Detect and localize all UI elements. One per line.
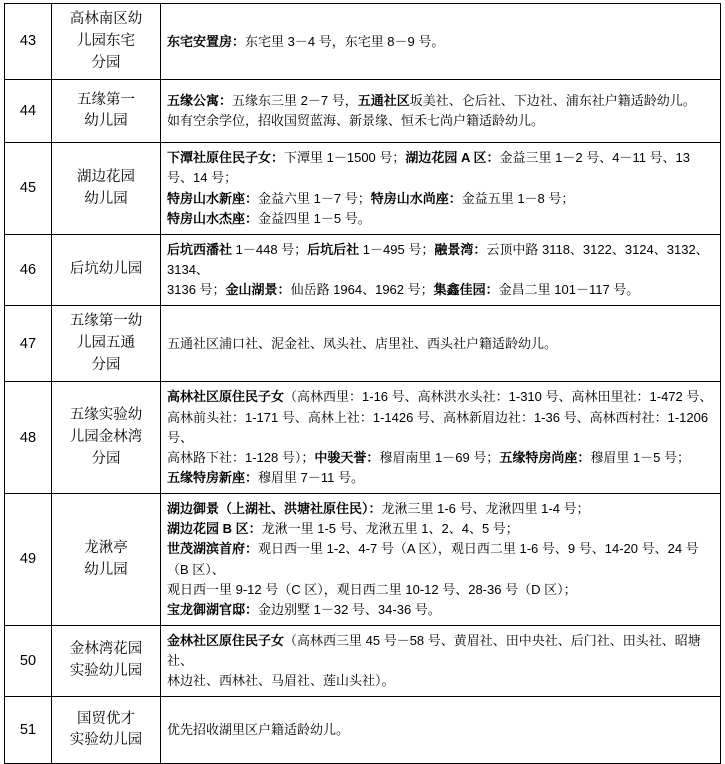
detail-text: 仙岳路 1964、1962 号； <box>290 282 434 298</box>
row-index-cell: 46 <box>5 234 52 305</box>
detail-text: 龙湫三里 1-6 号、龙湫四里 1-4 号； <box>381 501 590 517</box>
table-row <box>5 234 721 305</box>
school-name-line: 湖边花园 <box>77 168 135 185</box>
school-name-line: 儿园东宅 <box>77 32 135 49</box>
detail-label: 集鑫佳园： <box>433 282 499 298</box>
detail-text: 观日西一里 9-12 号（C 区），观日西二里 10-12 号、28-36 号（D 区）； <box>167 581 577 597</box>
row-index-cell: 50 <box>5 626 52 697</box>
detail-label: 五缘特房尚座： <box>499 449 591 465</box>
school-name-line: 分园 <box>91 54 121 71</box>
table-row <box>5 494 721 626</box>
district-detail-line <box>167 280 714 300</box>
district-detail-line <box>167 189 714 209</box>
detail-text: 金益五里 1－8 号； <box>461 190 575 206</box>
school-name-cell <box>52 234 161 305</box>
district-detail-line <box>167 499 714 519</box>
school-name-line: 五缘第一 <box>77 91 135 108</box>
school-name-line: 幼儿园 <box>84 561 128 578</box>
row-index-cell: 47 <box>5 306 52 382</box>
district-detail-line <box>167 468 714 488</box>
table-row <box>5 382 721 494</box>
district-detail-cell <box>161 306 721 382</box>
detail-text: （高林西里：1-16 号、高林洪水头社：1-310 号、高林田里社：1-472 号、 <box>284 389 713 405</box>
detail-label: 湖边花园 B 区： <box>167 521 262 537</box>
district-detail-line <box>167 539 714 579</box>
detail-text: 穆眉里 7－11 号。 <box>258 470 364 486</box>
row-index-cell: 43 <box>5 4 52 80</box>
school-name-line: 幼儿园 <box>84 113 128 130</box>
district-detail-cell <box>161 4 721 80</box>
detail-text: 云顶中路 3118、3122、3124、3132、3134、 <box>167 241 709 277</box>
school-name-line: 龙湫亭 <box>84 539 128 556</box>
detail-label: 后坑西潘社 <box>167 241 233 257</box>
school-name-cell <box>52 382 161 494</box>
school-name-line: 分园 <box>91 450 121 467</box>
detail-label: 世茂湖滨首府： <box>167 541 259 557</box>
school-district-table <box>4 3 721 764</box>
district-detail-line <box>167 671 714 691</box>
detail-text: 下潭里 1－1500 号； <box>284 150 406 166</box>
district-detail-cell <box>161 382 721 494</box>
district-detail-line <box>167 600 714 620</box>
detail-text: 优先招收湖里区户籍适龄幼儿。 <box>167 722 350 738</box>
detail-label: 下潭社原住民子女： <box>167 150 285 166</box>
detail-text: 金益四里 1－5 号。 <box>258 210 371 226</box>
detail-label: 金山湖景： <box>225 282 291 298</box>
school-name-line: 五缘实验幼 <box>69 407 143 424</box>
school-name-line: 儿园五通 <box>77 334 135 351</box>
detail-label: 融景湾： <box>434 241 487 257</box>
district-detail-cell <box>161 697 721 764</box>
detail-text: 金昌二里 101－117 号。 <box>498 282 640 298</box>
detail-label: 五通社区 <box>357 93 410 109</box>
district-detail-line <box>167 240 714 280</box>
table-row <box>5 697 721 764</box>
detail-text: 高林前头社：1-171 号、高林上社：1-1426 号、高林新眉边社：1-36 号、高林西村社：1-1206 号、 <box>167 409 709 445</box>
detail-text: 龙湫一里 1-5 号、龙湫五里 1、2、4、5 号； <box>261 521 519 537</box>
school-name-line: 实验幼儿园 <box>69 663 143 680</box>
school-name-cell <box>52 80 161 143</box>
school-name-cell <box>52 306 161 382</box>
school-name-cell <box>52 4 161 80</box>
district-detail-line <box>167 631 714 671</box>
detail-label: 湖边御景（上湖社、洪塘社原住民）： <box>167 501 382 517</box>
detail-text: 金边别墅 1－32 号、34-36 号。 <box>258 601 441 617</box>
detail-label: 特房山水新座： <box>167 190 259 206</box>
detail-label: 特房山水杰座： <box>167 210 259 226</box>
table-row <box>5 80 721 143</box>
school-name-cell <box>52 494 161 626</box>
detail-text: 金益三里 1－2 号、4－11 号、13 号、14 号； <box>167 150 691 186</box>
row-index-cell: 49 <box>5 494 52 626</box>
table-row <box>5 4 721 80</box>
row-index-cell: 48 <box>5 382 52 494</box>
detail-label: 宝龙御湖官邸： <box>167 601 259 617</box>
detail-text: 东宅里 3－4 号，东宅里 8－9 号。 <box>245 33 445 49</box>
detail-text: 如有空余学位，招收国贸蓝海、新景缘、恒禾七尚户籍适龄幼儿。 <box>167 113 545 129</box>
detail-text: 金益六里 1－7 号； <box>258 190 371 206</box>
detail-text: 五通社区浦口社、泥金社、凤头社、店里社、西头社户籍适龄幼儿。 <box>167 335 558 351</box>
detail-label: 五缘公寓： <box>167 93 233 109</box>
detail-text: 高林路下社：1-128 号）； <box>167 449 315 465</box>
detail-label: 东宅安置房： <box>167 33 246 49</box>
detail-text: 坂美社、仑后社、下边社、浦东社户籍适龄幼儿。 <box>409 93 696 109</box>
district-detail-line <box>167 148 714 188</box>
district-detail-cell <box>161 143 721 235</box>
district-detail-cell <box>161 80 721 143</box>
district-detail-line <box>167 448 714 468</box>
district-detail-line <box>167 91 714 111</box>
table-row <box>5 306 721 382</box>
district-detail-cell <box>161 626 721 697</box>
district-detail-line <box>167 519 714 539</box>
district-detail-line <box>167 720 714 740</box>
district-detail-line <box>167 32 714 52</box>
detail-text: 穆眉南里 1－69 号； <box>379 449 500 465</box>
school-name-line: 实验幼儿园 <box>69 732 143 749</box>
district-detail-line <box>167 408 714 448</box>
row-index-cell: 44 <box>5 80 52 143</box>
district-detail-line <box>167 387 714 407</box>
school-name-line: 分园 <box>91 356 121 373</box>
school-name-line: 国贸优才 <box>77 710 135 727</box>
detail-text: 林边社、西林社、马眉社、莲山头社）。 <box>167 673 395 689</box>
district-detail-line <box>167 580 714 600</box>
detail-text: 1－495 号； <box>359 241 435 257</box>
table-row <box>5 143 721 235</box>
detail-text: 五缘东三里 2－7 号， <box>232 93 358 109</box>
district-detail-line <box>167 209 714 229</box>
detail-label: 中骏天誉： <box>314 449 380 465</box>
school-name-line: 五缘第一幼 <box>69 313 143 330</box>
detail-text: 观日西一里 1-2、4-7 号（A 区），观日西二里 1-6 号、9 号、14-20 号、24 号（B 区）、 <box>167 541 699 577</box>
detail-text: 穆眉里 1－5 号； <box>590 449 691 465</box>
district-detail-cell <box>161 494 721 626</box>
detail-text: （高林西三里 45 号－58 号、黄眉社、田中央社、后门社、田头社、昭塘社、 <box>167 633 701 669</box>
school-name-line: 高林南区幼 <box>69 11 143 27</box>
school-name-cell <box>52 626 161 697</box>
district-detail-line <box>167 334 714 354</box>
school-name-line: 幼儿园 <box>84 190 128 207</box>
school-name-line: 儿园金林湾 <box>69 428 143 445</box>
school-name-line: 金林湾花园 <box>69 641 143 658</box>
table-body <box>5 4 721 764</box>
table-row <box>5 626 721 697</box>
school-name-line: 后坑幼儿园 <box>69 261 143 278</box>
detail-label: 特房山水尚座： <box>370 190 462 206</box>
detail-label: 后坑后社 <box>307 241 360 257</box>
school-name-cell <box>52 143 161 235</box>
detail-text: 1－448 号； <box>232 241 308 257</box>
district-detail-line <box>167 111 714 131</box>
detail-label: 高林社区原住民子女 <box>167 389 285 405</box>
detail-label: 金林社区原住民子女 <box>167 633 285 649</box>
row-index-cell: 51 <box>5 697 52 764</box>
detail-text: 3136 号； <box>167 282 226 298</box>
row-index-cell: 45 <box>5 143 52 235</box>
district-detail-cell <box>161 234 721 305</box>
school-name-cell <box>52 697 161 764</box>
detail-label: 湖边花园 A 区： <box>405 150 500 166</box>
detail-label: 五缘特房新座： <box>167 470 259 486</box>
